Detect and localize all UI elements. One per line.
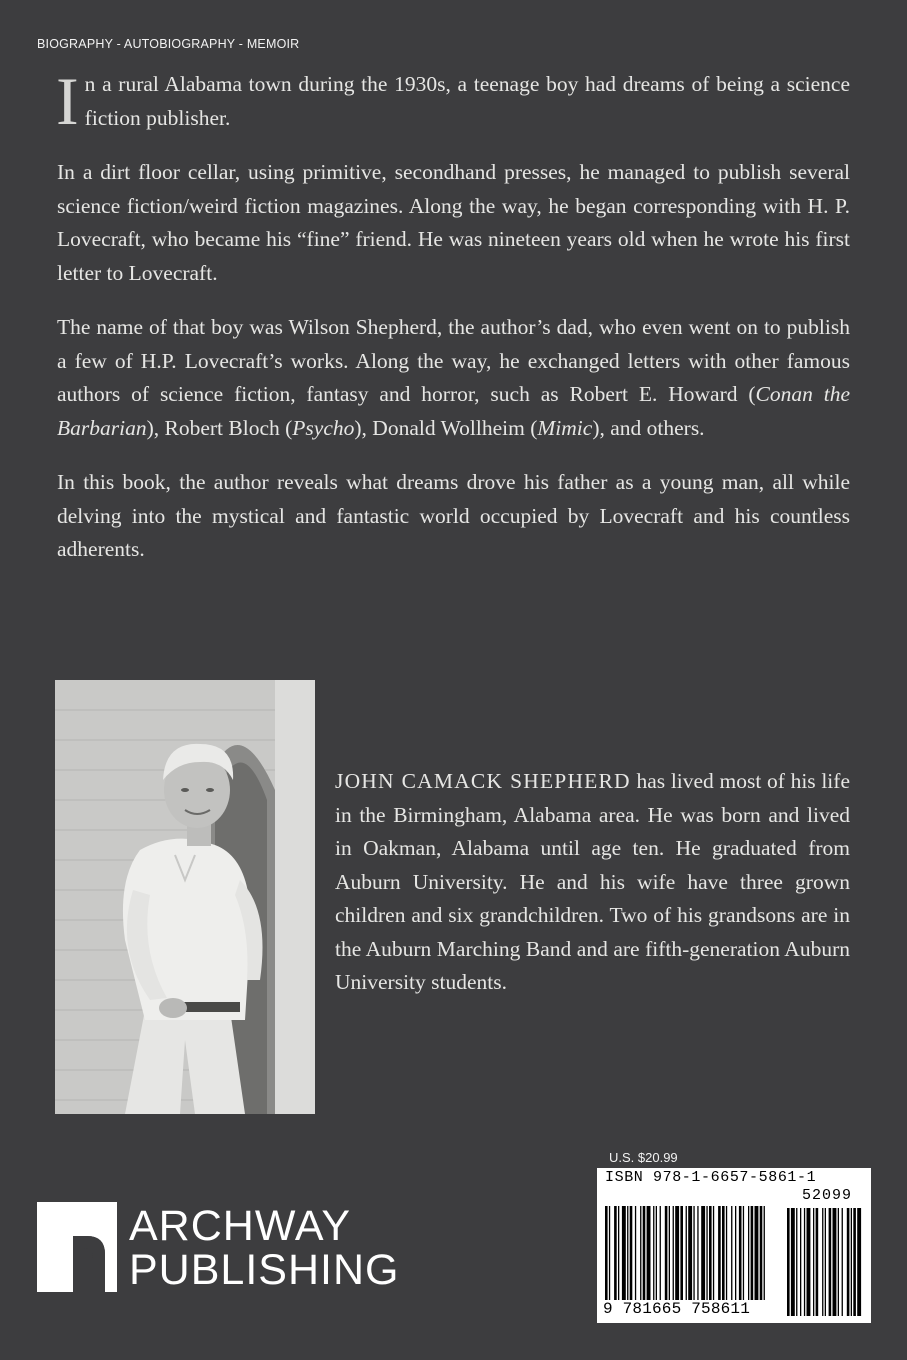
blurb-p3-part-b: ), Robert Bloch ( bbox=[146, 415, 293, 440]
barcode-bar bbox=[718, 1206, 721, 1300]
archway-icon bbox=[37, 1202, 117, 1292]
publisher-name-line-2: PUBLISHING bbox=[129, 1246, 400, 1294]
blurb-p3-part-c: ), Donald Wollheim ( bbox=[354, 415, 538, 440]
blurb-p3-part-d: ), and others. bbox=[592, 415, 705, 440]
barcode-bar bbox=[739, 1206, 742, 1300]
barcode-bar bbox=[618, 1206, 619, 1300]
barcode-addon-bar bbox=[853, 1208, 856, 1316]
barcode-bar bbox=[605, 1206, 608, 1300]
barcode-bar bbox=[764, 1206, 765, 1300]
barcode-bar bbox=[751, 1206, 754, 1300]
author-bio-text: has lived most of his life in the Birmingham, Alabama area. He was born and lived in Oakman, Alabama until age ten. He graduated from Auburn University. He and his wife have three grown children and six grandchildren. Two of his grandsons are in the Auburn Marching Band and are fifth-generation Auburn University students. bbox=[335, 769, 850, 994]
barcode-bar bbox=[713, 1206, 714, 1300]
blurb-paragraph-4: In this book, the author reveals what dreams drove his father as a young man, all while delving into the mystical and fantastic world occupied by Lovecraft and his countless adherents. bbox=[57, 470, 850, 561]
blurb-paragraph-3 bbox=[57, 311, 850, 445]
barcode-bar bbox=[647, 1206, 651, 1300]
barcode-bar bbox=[731, 1206, 732, 1300]
book-title-conan: Conan the Barbarian bbox=[57, 382, 851, 440]
barcode-bar bbox=[748, 1206, 749, 1300]
barcode-addon-bar bbox=[787, 1208, 790, 1316]
book-blurb bbox=[56, 63, 851, 588]
barcode-bar bbox=[760, 1206, 763, 1300]
barcode-bar bbox=[614, 1206, 617, 1300]
barcode-bar bbox=[726, 1206, 727, 1300]
barcode-bar bbox=[755, 1206, 759, 1300]
drop-cap: I bbox=[56, 63, 79, 139]
barcode-bar bbox=[706, 1206, 707, 1300]
barcode-bar bbox=[643, 1206, 646, 1300]
barcode-addon-bar bbox=[857, 1208, 861, 1316]
publisher-logo bbox=[37, 1202, 437, 1292]
barcode-bar bbox=[630, 1206, 633, 1300]
barcode-bar bbox=[688, 1206, 692, 1300]
isbn-barcode bbox=[597, 1168, 871, 1323]
barcode-addon-bar bbox=[847, 1208, 850, 1316]
barcode-addon-bar bbox=[816, 1208, 819, 1316]
barcode-bar bbox=[693, 1206, 694, 1300]
barcode-addon-bar bbox=[825, 1208, 826, 1316]
barcode-bar bbox=[635, 1206, 636, 1300]
barcode-addon-bar bbox=[833, 1208, 837, 1316]
barcode-bar bbox=[656, 1206, 657, 1300]
barcode-bar bbox=[675, 1206, 679, 1300]
barcode-bar bbox=[609, 1206, 610, 1300]
price-code: 52099 bbox=[802, 1187, 853, 1204]
barcode-bar bbox=[680, 1206, 683, 1300]
barcode-bar bbox=[653, 1206, 654, 1300]
barcode-bar bbox=[627, 1206, 628, 1300]
barcode-bar bbox=[669, 1206, 670, 1300]
barcode-bar bbox=[701, 1206, 705, 1300]
barcode-bar bbox=[660, 1206, 661, 1300]
barcode-bar bbox=[640, 1206, 641, 1300]
author-name: JOHN CAMACK SHEPHERD bbox=[335, 769, 631, 793]
barcode-bar bbox=[743, 1206, 744, 1300]
barcode-addon-bar bbox=[807, 1208, 811, 1316]
author-photo bbox=[55, 680, 315, 1114]
isbn-label: ISBN 978-1-6657-5861-1 bbox=[605, 1169, 817, 1186]
barcode-bar bbox=[735, 1206, 736, 1300]
barcode-addon-bar bbox=[851, 1208, 852, 1316]
barcode-addon-bar bbox=[813, 1208, 814, 1316]
blurb-p1-text: n a rural Alabama town during the 1930s, a teenage boy had dreams of being a science fiction publisher. bbox=[84, 72, 850, 130]
barcode-addon-bar bbox=[791, 1208, 795, 1316]
barcode-bar bbox=[686, 1206, 687, 1300]
blurb-p3-part-a: The name of that boy was Wilson Shepherd, the author’s dad, who even went on to publish a few of H.P. Lovecraft’s works. Along the way, he exchanged letters with other famous authors of science fiction, fantasy and horror, such as Robert E. Howard ( bbox=[57, 315, 850, 406]
barcode-addon-bar bbox=[822, 1208, 823, 1316]
blurb-paragraph-2: In a dirt floor cellar, using primitive, secondhand presses, he managed to publish several science fiction/weird fiction magazines. Along the way, he began corresponding with H. P. Lovecraft, who became his “fine” friend. He was nineteen years old when he wrote his first letter to Lovecraft. bbox=[57, 160, 850, 285]
book-title-mimic: Mimic bbox=[537, 415, 593, 440]
barcode-bar bbox=[673, 1206, 674, 1300]
barcode-bar bbox=[697, 1206, 698, 1300]
ean-digits: 9 781665 758611 bbox=[603, 1300, 751, 1318]
publisher-name-line-1: ARCHWAY bbox=[129, 1202, 351, 1250]
barcode-bar bbox=[622, 1206, 626, 1300]
barcode-addon-bar bbox=[829, 1208, 832, 1316]
barcode-addon-bar bbox=[796, 1208, 797, 1316]
book-title-psycho: Psycho bbox=[292, 415, 355, 440]
barcode-addon-bar bbox=[804, 1208, 805, 1316]
barcode-bar bbox=[665, 1206, 668, 1300]
barcode-bar bbox=[722, 1206, 725, 1300]
author-bio bbox=[335, 765, 850, 1000]
barcode-addon-bar bbox=[842, 1208, 843, 1316]
barcode-addon-bar bbox=[800, 1208, 801, 1316]
barcode-addon-bar bbox=[838, 1208, 839, 1316]
blurb-paragraph-1 bbox=[56, 63, 850, 139]
retail-price: U.S. $20.99 bbox=[609, 1150, 678, 1165]
genre-label: BIOGRAPHY - AUTOBIOGRAPHY - MEMOIR bbox=[37, 37, 300, 51]
barcode-bar bbox=[709, 1206, 712, 1300]
